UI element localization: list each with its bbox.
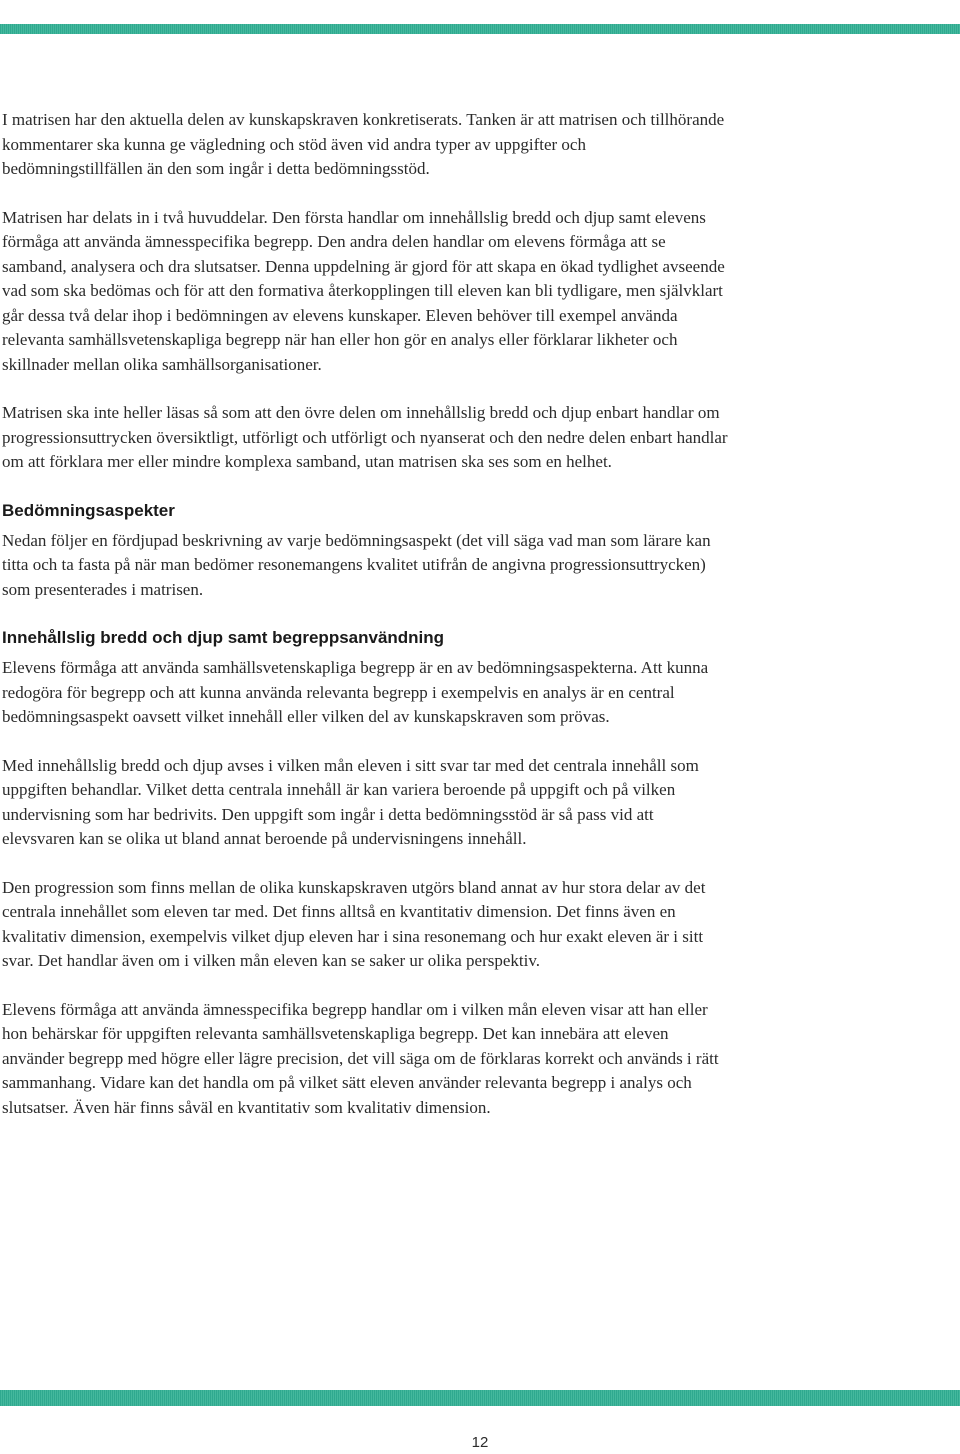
intro-paragraph-3: Matrisen ska inte heller läsas så som att den övre delen om innehållslig bredd och djup enbart handlar om progressionsuttrycken översiktligt, utförligt och utförligt och nyanserat och den nedre delen enbart handlar om att förklara mer eller mindre komplexa samband, utan matrisen ska ses som en helhet. <box>2 403 728 471</box>
top-accent-bar <box>0 24 960 34</box>
section-heading-aspects: Bedömningsaspekter <box>2 500 175 520</box>
bottom-accent-bar <box>0 1390 960 1406</box>
page-number: 12 <box>471 1434 489 1451</box>
page-body <box>2 108 730 1120</box>
content-paragraph-3: Den progression som finns mellan de olika kunskapskraven utgörs bland annat av hur stora delar av det centrala innehållet som eleven tar med. Det finns alltså en kvantitativ dimension. Det finns även en kvalitativ dimension, exempelvis vilket djup eleven har i sina resonemang och hur exakt eleven är i sitt svar. Det handlar även om i vilken mån eleven kan se saker ur olika perspektiv. <box>2 877 706 970</box>
content-paragraph-1: Elevens förmåga att använda samhällsvetenskapliga begrepp är en av bedömningsaspekterna. Att kunna redogöra för begrepp och att kunna använda relevanta begrepp i exempelvis en analys är en central bedömningsaspekt oavsett vilket innehåll eller vilken del av kunskapskraven som prövas. <box>2 658 709 726</box>
content-paragraph-4: Elevens förmåga att använda ämnesspecifika begrepp handlar om i vilken mån eleven visar att han eller hon behärskar för uppgiften relevanta samhällsvetenskapliga begrepp. Det kan innebära att eleven använder begrepp med högre eller lägre precision, det vill säga om de förklaras korrekt och används i rätt sammanhang. Vidare kan det handla om på vilket sätt eleven använder relevanta begrepp i analys och slutsatser. Även här finns såväl en kvantitativ som kvalitativ dimension. <box>2 999 719 1117</box>
content-paragraph-2: Med innehållslig bredd och djup avses i vilken mån eleven i sitt svar tar med det centrala innehåll som uppgiften behandlar. Vilket detta centrala innehåll är kan variera beroende på uppgift och på vilken undervisning som har bedrivits. Den uppgift som ingår i detta bedömningsstöd är så pass vid att elevsvaren kan se olika ut bland annat beroende på undervisningens innehåll. <box>2 755 699 848</box>
section-heading-content: Innehållslig bredd och djup samt begreppsanvändning <box>2 628 445 647</box>
intro-paragraph-2: Matrisen har delats in i två huvuddelar. Den första handlar om innehållslig bredd och djup samt elevens förmåga att använda ämnesspecifika begrepp. Den andra delen handlar om elevens förmåga att se samband, analysera och dra slutsatser. Denna uppdelning är gjord för att skapa en ökad tydlighet avseende vad som ska bedömas och för att den formativa återkopplingen till eleven kan bli tydligare, men självklart går dessa två delar ihop i bedömningen av elevens kunskaper. Eleven behöver till exempel använda relevanta samhällsvetenskapliga begrepp när han eller hon gör en analys eller förklarar likheter och skillnader mellan olika samhällsorganisationer. <box>2 207 725 374</box>
aspects-paragraph: Nedan följer en fördjupad beskrivning av varje bedömningsaspekt (det vill säga vad man som lärare kan titta och ta fasta på när man bedömer resonemangens kvalitet utifrån de angivna progressionsuttrycken) som presenterades i matrisen. <box>2 530 711 599</box>
intro-paragraph-1: I matrisen har den aktuella delen av kunskapskraven konkretiserats. Tanken är att matrisen och tillhörande kommentarer ska kunna ge vägledning och stöd även vid andra typer av uppgifter och bedömningstillfällen än den som ingår i detta bedömningsstöd. <box>2 110 725 178</box>
